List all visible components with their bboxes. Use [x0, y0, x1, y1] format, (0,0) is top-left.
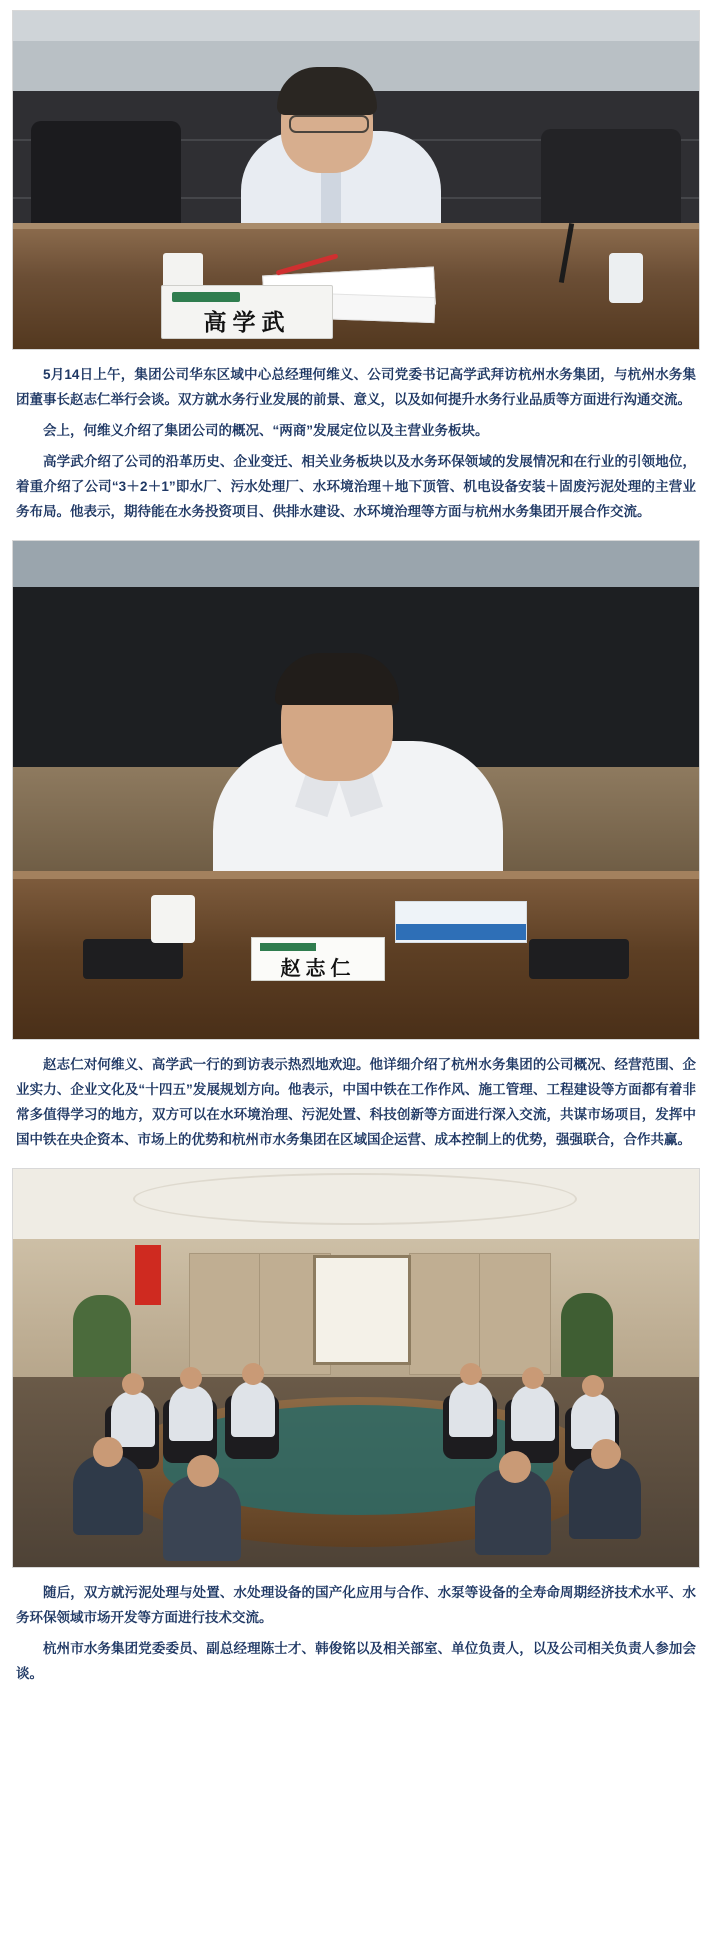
paragraph: 高学武介绍了公司的沿革历史、企业变迁、相关业务板块以及水务环保领域的发展情况和在行业的引领地位，着重介绍了公司“3＋2＋1”即水厂、污水处理厂、水环境治理＋地下顶管、机电设备安装＋固废污泥处理的主营业务布局。他表示，期待能在水务投资项目、供排水建设、水环境治理等方面与杭州水务集团开展合作交流。 [16, 454, 696, 519]
document-folder [395, 901, 527, 943]
desk-tray-left [83, 939, 183, 979]
paragraph: 赵志仁对何维义、高学武一行的到访表示热烈地欢迎。他详细介绍了杭州水务集团的公司概况、经营范围、企业实力、企业文化及“十四五”发展规划方向。他表示，中国中铁在工作作风、施工管理、工程建设等方面都有着非常多值得学习的地方，双方可以在水环境治理、污泥处置、科技创新等方面进行深入交流，共谋市场项目，发挥中国中铁在央企资本、市场上的优势和杭州市水务集团在区域国企运营、成本控制上的优势，强强联合，合作共赢。 [16, 1057, 696, 1147]
name-plate [251, 937, 385, 981]
paragraph: 会上，何维义介绍了集团公司的概况、“两商”发展定位以及主营业务板块。 [43, 423, 489, 438]
attendee-head [522, 1367, 544, 1389]
tea-cup [609, 253, 643, 303]
folder-band [396, 924, 526, 940]
attendee [231, 1381, 275, 1437]
wall-calligraphy-artwork [313, 1255, 411, 1365]
attendee-head [460, 1363, 482, 1385]
text-block-1 [12, 350, 700, 534]
name-plate-logo [172, 292, 240, 302]
name-plate [161, 285, 333, 339]
tea-cup [151, 895, 195, 943]
name-plate-text: 高学武 [203, 309, 291, 335]
attendee-head [591, 1439, 621, 1469]
wall-panel [479, 1253, 551, 1375]
attendee-head [499, 1451, 531, 1483]
attendee-head [242, 1363, 264, 1385]
desk-tray-right [529, 939, 629, 979]
attendee [511, 1385, 555, 1441]
attendee-head [93, 1437, 123, 1467]
attendee-foreground [163, 1475, 241, 1561]
article-block-1 [12, 10, 700, 534]
attendee-foreground [73, 1455, 143, 1535]
paragraph: 杭州市水务集团党委委员、副总经理陈士才、韩俊铭以及相关部室、单位负责人，以及公司相关负责人参加会谈。 [16, 1641, 696, 1681]
article-block-3 [12, 1168, 700, 1696]
potted-plant [73, 1295, 131, 1381]
ceiling-light-ring [133, 1173, 577, 1225]
attendee [169, 1385, 213, 1441]
attendee-foreground [569, 1457, 641, 1539]
meeting-photo-gao-xuewu [12, 10, 700, 350]
photo-scene [13, 541, 699, 1039]
meeting-photo-conference-room [12, 1168, 700, 1568]
attendee [449, 1381, 493, 1437]
attendee-head [122, 1373, 144, 1395]
photo-scene [13, 11, 699, 349]
name-plate-logo [260, 943, 316, 951]
text-block-2 [12, 1040, 700, 1162]
wall-panel [189, 1253, 261, 1375]
potted-plant [561, 1293, 613, 1381]
text-block-3 [12, 1568, 700, 1696]
paragraph: 随后，双方就污泥处理与处置、水处理设备的国产化应用与合作、水泵等设备的全寿命周期经济技术水平、水务环保领域市场开发等方面进行技术交流。 [16, 1585, 696, 1625]
attendee-head [180, 1367, 202, 1389]
glasses-icon [289, 115, 369, 133]
wall-panel [409, 1253, 481, 1375]
attendee-head [187, 1455, 219, 1487]
meeting-photo-zhao-zhiren [12, 540, 700, 1040]
wall-upper [13, 541, 699, 587]
photo-scene [13, 1169, 699, 1567]
article-block-2 [12, 540, 700, 1162]
paragraph: 5月14日上午，集团公司华东区域中心总经理何维义、公司党委书记高学武拜访杭州水务集团，与杭州水务集团董事长赵志仁举行会谈。双方就水务行业发展的前景、意义，以及如何提升水务行业品质等方面进行沟通交流。 [16, 367, 696, 407]
national-flag [135, 1245, 161, 1305]
name-plate-text: 赵志仁 [280, 958, 356, 980]
attendee-head [582, 1375, 604, 1397]
attendee [111, 1391, 155, 1447]
wall-upper [13, 11, 699, 41]
